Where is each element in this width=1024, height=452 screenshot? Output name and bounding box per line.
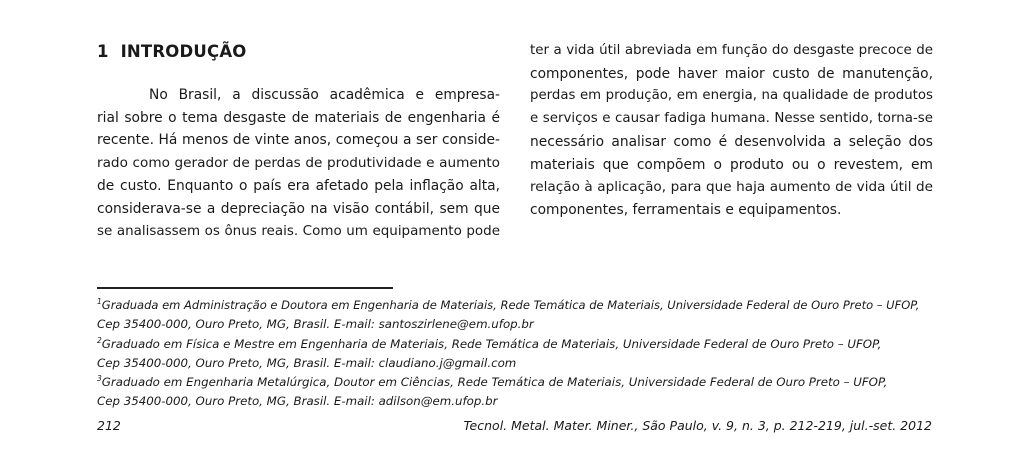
- intro-paragraph-left: [97, 84, 500, 243]
- footnote-1: [97, 296, 927, 315]
- footnote-text: Graduada em Administração e Doutora em Engenharia de Materiais, Rede Temática de Materiais, Universidade Federal de Ouro Preto – UFOP,: [101, 298, 920, 312]
- text-line: rado como gerador de perdas de produtividade e aumento: [97, 155, 500, 172]
- text-line: componentes, ferramentais e equipamentos.: [530, 201, 842, 218]
- footnote-2-cont: Cep 35400-000, Ouro Preto, MG, Brasil. E-mail: claudiano.j@gmail.com: [97, 355, 517, 370]
- left-column: [97, 40, 500, 243]
- intro-paragraph-right: [530, 40, 933, 222]
- text-line: perdas em produção, em energia, na qualidade de produtos: [530, 88, 933, 104]
- text-line: considerava-se a depreciação na visão contábil, sem que: [97, 200, 500, 217]
- footnote-3: [97, 373, 927, 392]
- footnote-marker: 2: [97, 335, 102, 345]
- text-line: ter a vida útil abreviada em função do desgaste precoce de: [530, 43, 933, 58]
- section-title: INTRODUÇÃO: [120, 42, 247, 61]
- right-column: [530, 40, 933, 222]
- text-line: rial sobre o tema desgaste de materiais de engenharia é: [97, 109, 500, 126]
- section-heading: [97, 40, 500, 64]
- footnote-text: Graduado em Física e Mestre em Engenharia de Materiais, Rede Temática de Materiais, Universidade Federal de Ouro Preto – UFOP,: [101, 336, 882, 351]
- text-line: e serviços e causar fadiga humana. Nesse sentido, torna-se: [530, 111, 933, 127]
- text-line: No Brasil, a discussão acadêmica e empresa-: [149, 87, 500, 103]
- text-line: se analisassem os ônus reais. Como um equipamento pode: [97, 223, 500, 240]
- footnote-1-cont: Cep 35400-000, Ouro Preto, MG, Brasil. E-mail: santoszirlene@em.ufop.br: [97, 317, 534, 332]
- footnote-marker: 1: [97, 297, 102, 306]
- section-number: 1: [97, 42, 109, 61]
- footnote-2: [97, 335, 927, 354]
- footnote-marker: 3: [97, 374, 102, 384]
- footnote-3-cont: Cep 35400-000, Ouro Preto, MG, Brasil. E-mail: adilson@em.ufop.br: [97, 394, 498, 409]
- text-line: necessário analisar como é desenvolvida a seleção dos: [530, 133, 933, 150]
- text-line: componentes, pode haver maior custo de manutenção,: [530, 65, 933, 82]
- footnote-text: Graduado em Engenharia Metalúrgica, Doutor em Ciências, Rede Temática de Materiais, Universidade Federal de Ouro Preto – UFOP,: [101, 375, 888, 390]
- footnotes: [97, 296, 927, 412]
- footnote-divider: [97, 287, 393, 289]
- text-line: recente. Há menos de vinte anos, começou a ser conside-: [97, 132, 500, 149]
- text-line: materiais que compõem o produto ou o revestem, em: [530, 156, 933, 173]
- text-line: de custo. Enquanto o país era afetado pela inflação alta,: [97, 177, 500, 194]
- page-number: 212: [97, 418, 121, 433]
- text-line: relação à aplicação, para que haja aumento de vida útil de: [530, 179, 933, 196]
- journal-citation: Tecnol. Metal. Mater. Miner., São Paulo, v. 9, n. 3, p. 212-219, jul.-set. 2012: [463, 418, 932, 433]
